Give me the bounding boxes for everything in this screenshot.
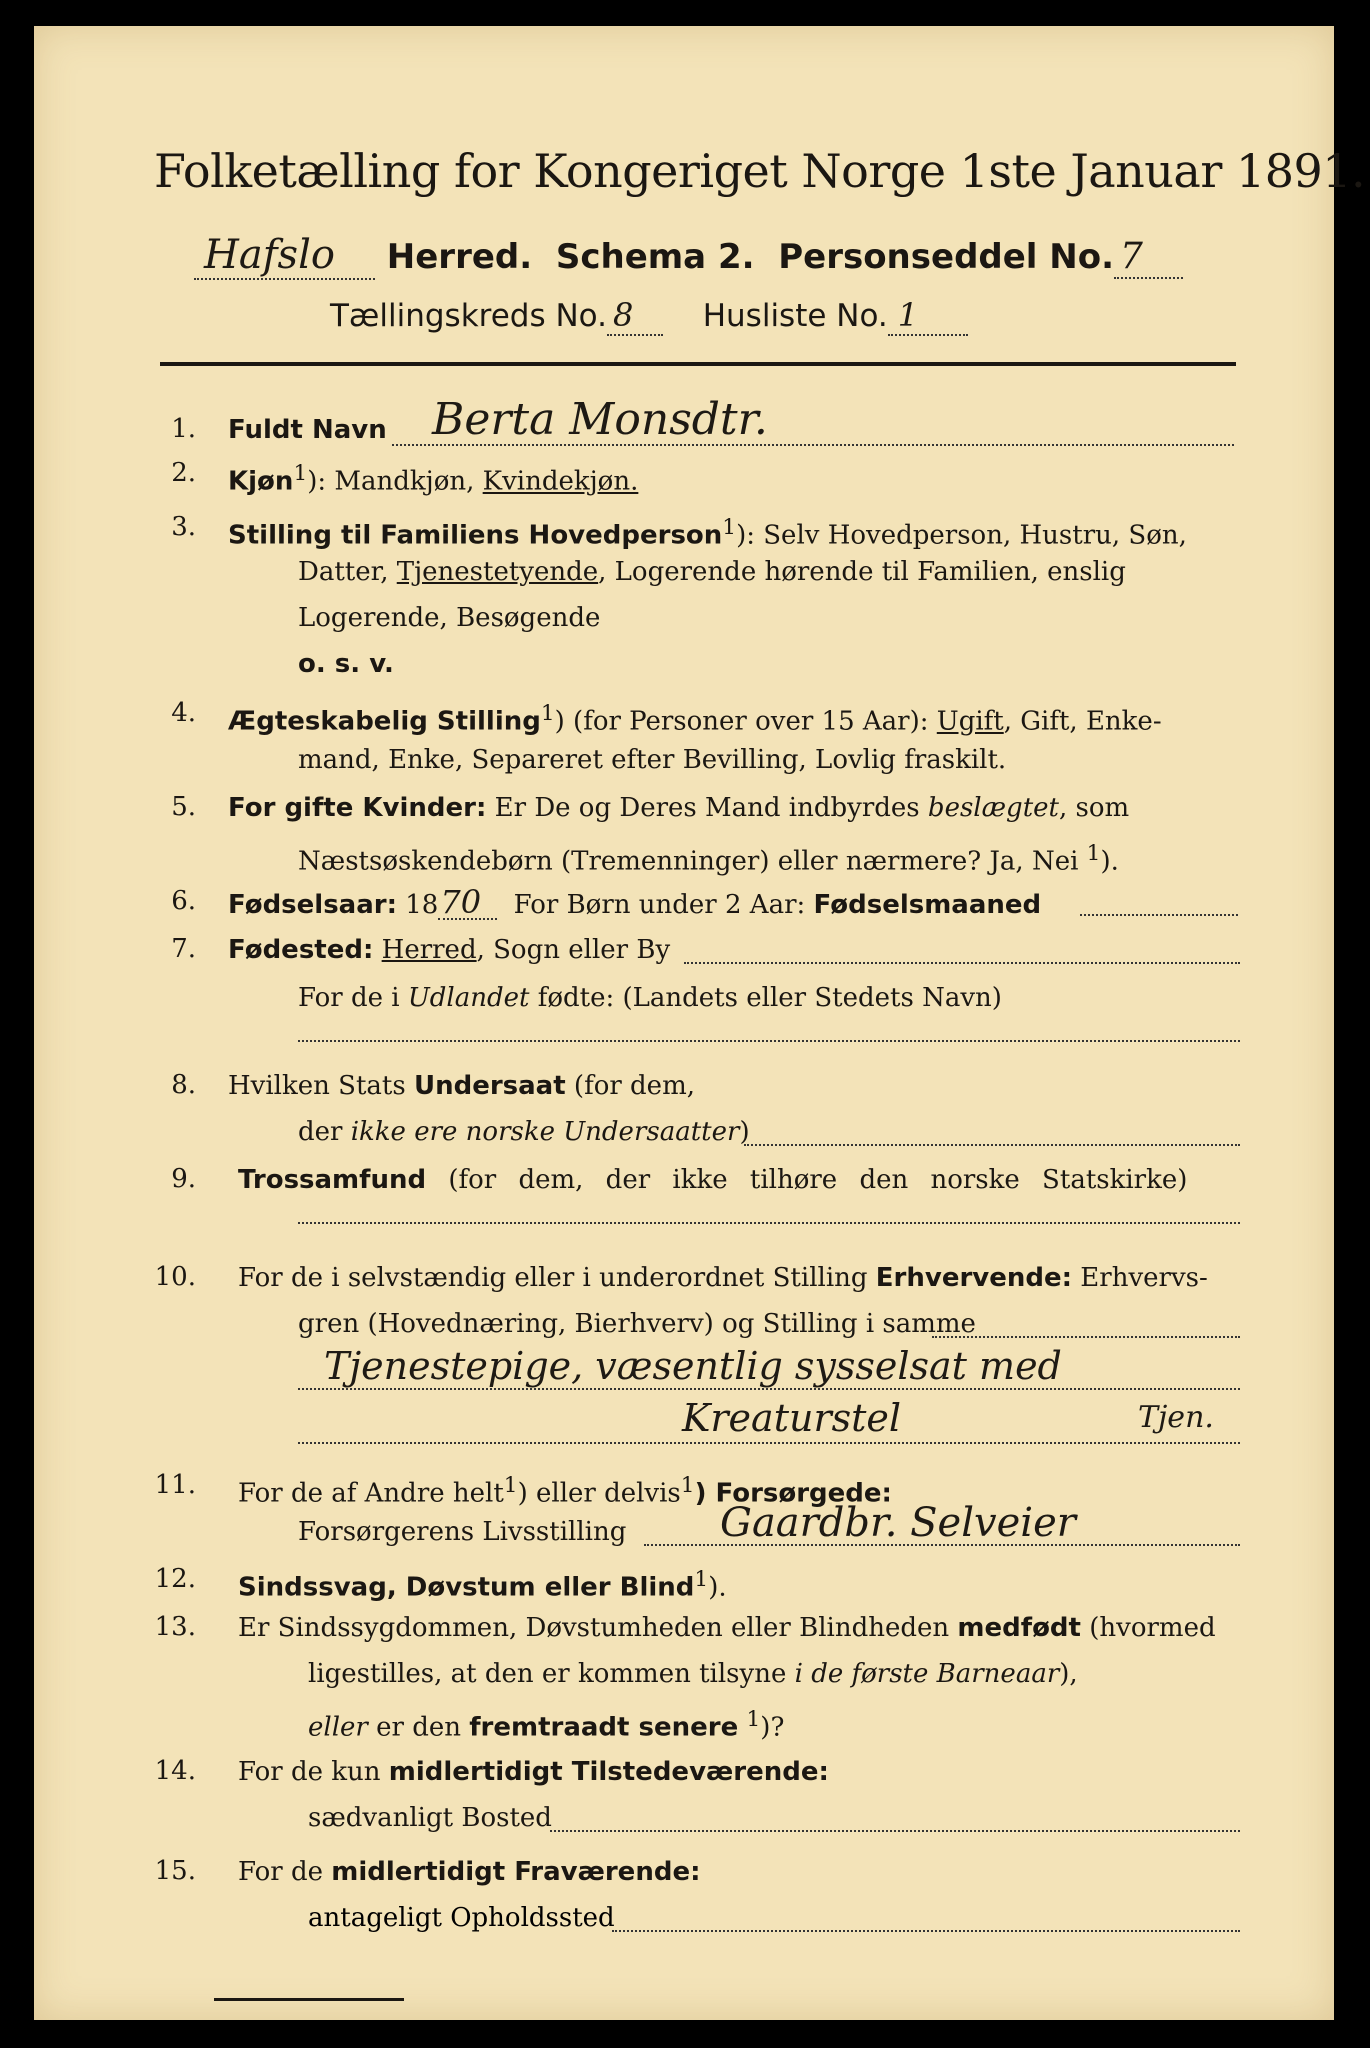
item-stilling-line3: Logerende, Besøgende — [298, 603, 601, 633]
item-fravaerende-line1: For de midlertidigt Fraværende: — [238, 1857, 701, 1887]
item-medfodt-line2: ligestilles, at den er kommen tilsyne i de første Barneaar), — [308, 1659, 1078, 1689]
item-stilling-line1: Stilling til Familiens Hovedperson$^1$): Selv Hovedperson, Hustru, Søn, — [228, 515, 1187, 551]
item-forsorgede-line1: For de af Andre helt$^1$) eller delvis$^1$) Forsørgede: — [238, 1473, 892, 1509]
answer-occupation-line2: Kreaturstel — [682, 1396, 902, 1440]
item-gifte-line2: Næstsøskendebørn (Tremenninger) eller nærmere? Ja, Nei $^1$). — [298, 841, 1119, 877]
dotted-fill — [298, 1388, 1240, 1390]
dotted-fill — [550, 1830, 1240, 1832]
kreds-label: Tællingskreds No. — [330, 298, 607, 334]
item-gifte-line1: For gifte Kvinder: Er De og Deres Mand indbyrdes beslægtet, som — [228, 793, 1130, 823]
answer-occupation-tjen: Tjen. — [1138, 1400, 1214, 1435]
dotted-fill — [298, 1222, 1240, 1224]
item-kjon: Kjøn$^1$): Mandkjøn, Kvindekjøn. — [228, 461, 639, 497]
schema-label: Schema 2. — [555, 237, 755, 277]
item-fodselsaar: Fødselsaar: 1870 For Børn under 2 Aar: Fødselsmaaned — [228, 883, 1042, 921]
footnote-divider — [214, 1998, 404, 2001]
form-title: Folketælling for Kongeriget Norge 1ste Januar 1891. — [154, 144, 1366, 198]
item-fravaerende-line2: antageligt Opholdssted — [308, 1903, 615, 1933]
item-number-1: 1. — [171, 414, 196, 444]
item-tilstede-line1: For de kun midlertidigt Tilstedeværende: — [238, 1757, 829, 1787]
dotted-fill — [1080, 914, 1238, 916]
item-number-12: 12. — [154, 1564, 196, 1594]
item-erhverv-line2: gren (Hovednæring, Bierhverv) og Stilling i samme — [298, 1309, 976, 1339]
item-medfodt-line1: Er Sindssygdommen, Døvstumheden eller Blindheden medfødt (hvormed — [238, 1613, 1216, 1643]
item-number-2: 2. — [171, 458, 196, 488]
answer-name: Berta Monsdtr. — [432, 394, 768, 445]
item-fodested-line1: Fødested: Herred, Sogn eller By — [228, 935, 671, 965]
item-number-15: 15. — [154, 1856, 196, 1886]
item-aegteskab-line1: Ægteskabelig Stilling$^1$) (for Personer over 15 Aar): Ugift, Gift, Enke- — [228, 701, 1162, 737]
item-number-5: 5. — [171, 792, 196, 822]
item-stilling-line4: o. s. v. — [298, 649, 394, 679]
dotted-fill — [392, 444, 1234, 446]
item-fodested-line2: For de i Udlandet fødte: (Landets eller Stedets Navn) — [298, 983, 1002, 1013]
personseddel-number: 7 — [1114, 236, 1183, 279]
dotted-fill — [644, 1544, 1240, 1546]
item-number-6: 6. — [171, 886, 196, 916]
dotted-fill — [744, 1144, 1240, 1146]
husliste-number: 1 — [888, 296, 968, 336]
item-number-10: 10. — [154, 1262, 196, 1292]
census-form-page — [34, 26, 1366, 2020]
answer-forsorger: Gaardbr. Selveier — [720, 1500, 1076, 1546]
item-label-fuldt-navn: Fuldt Navn — [228, 415, 387, 445]
item-number-8: 8. — [171, 1070, 196, 1100]
item-undersaat-line2: der ikke ere norske Undersaatter) — [298, 1117, 750, 1147]
herred-label: Herred. — [386, 237, 533, 277]
dotted-fill — [932, 1336, 1240, 1338]
item-sindssvag: Sindssvag, Døvstum eller Blind$^1$). — [238, 1567, 727, 1603]
dotted-fill — [298, 1442, 1240, 1444]
dotted-fill — [684, 962, 1240, 964]
item-stilling-line2: Datter, Tjenestetyende, Logerende hørende til Familien, enslig — [298, 557, 1126, 587]
item-number-4: 4. — [171, 698, 196, 728]
item-undersaat-line1: Hvilken Stats Undersaat (for dem, — [228, 1071, 695, 1101]
item-number-7: 7. — [171, 934, 196, 964]
header-divider — [160, 362, 1236, 366]
header-line-kreds — [330, 296, 968, 336]
item-aegteskab-line2: mand, Enke, Separeret efter Bevilling, Lovlig fraskilt. — [298, 745, 1007, 775]
kreds-number: 8 — [607, 296, 663, 336]
item-forsorgede-line2: Forsørgerens Livsstilling — [298, 1517, 627, 1547]
item-erhverv-line1: For de i selvstændig eller i underordnet Stilling Erhvervende: Erhvervs- — [238, 1263, 1208, 1293]
answer-birth-year: 70 — [438, 886, 497, 920]
item-number-13: 13. — [154, 1612, 196, 1642]
dotted-fill — [612, 1930, 1240, 1932]
item-trossamfund: Trossamfund (for dem, der ikke tilhøre den norske Statskirke) — [238, 1165, 1188, 1195]
personseddel-label: Personseddel No. — [778, 237, 1115, 277]
dotted-fill — [298, 1040, 1240, 1042]
answer-occupation-line1: Tjenestepige, væsentlig sysselsat med — [324, 1344, 1062, 1388]
husliste-label: Husliste No. — [702, 298, 888, 334]
item-medfodt-line3: eller er den fremtraadt senere $^1$)? — [308, 1707, 785, 1743]
herred-handwritten: Hafslo — [194, 232, 375, 280]
item-tilstede-line2: sædvanligt Bosted — [308, 1803, 552, 1833]
header-line-herred — [194, 232, 1183, 280]
item-number-3: 3. — [171, 512, 196, 542]
item-number-11: 11. — [154, 1470, 196, 1500]
item-number-14: 14. — [154, 1756, 196, 1786]
item-number-9: 9. — [171, 1164, 196, 1194]
